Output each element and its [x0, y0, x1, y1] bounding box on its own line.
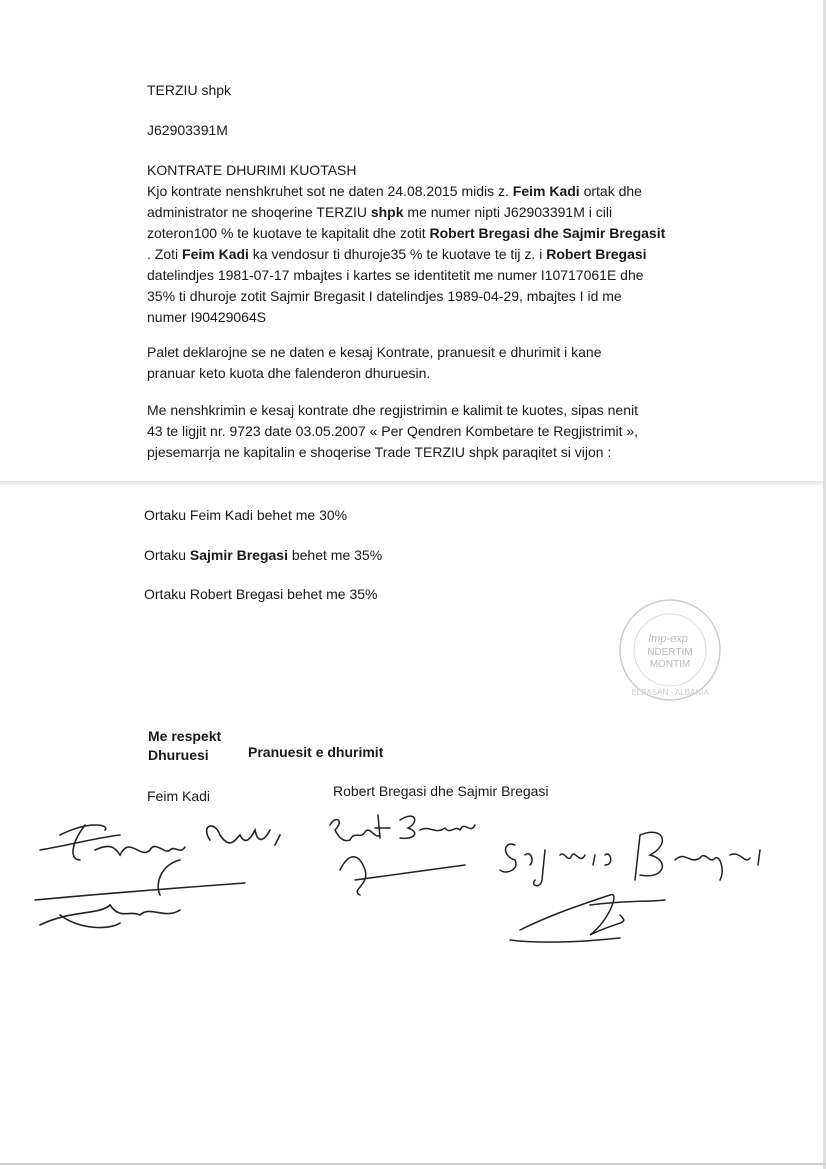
stamp-text: NDERTIM [647, 647, 693, 658]
recipients-label: Pranuesit e dhurimit [248, 744, 384, 760]
company-name: TERZIU shpk [147, 82, 232, 98]
text-line: Palet deklarojne se ne daten e kesaj Kontrate, pranuesit e dhurimit i kane [147, 344, 602, 360]
text-line: administrator ne shoqerine TERZIU shpk me numer nipti J62903391M i cili [147, 204, 613, 220]
company-stamp [600, 595, 735, 705]
closing-respect: Me respekt [148, 728, 222, 744]
scan-fold-line [0, 481, 826, 485]
text-line: pjesemarrja ne kapitalin e shoqerise Trade TERZIU shpk paraqitet si vijon : [147, 444, 612, 460]
text-line: 43 te ligjit nr. 9723 date 03.05.2007 « Per Qendren Kombetare te Regjistrimit », [147, 423, 639, 439]
text-line: . Zoti Feim Kadi ka vendosur ti dhuroje35 % te kuotave te tij z. i Robert Bregasi [147, 246, 647, 262]
text-line: datelindjes 1981-07-17 mbajtes i kartes se identitetit me numer I10717061E dhe [147, 267, 644, 283]
scan-edge-bottom [0, 1163, 826, 1165]
text-line: Kjo kontrate nenshkruhet sot ne daten 24.08.2015 midis z. Feim Kadi ortak dhe [147, 183, 642, 199]
signature-robert-bregasi [320, 810, 490, 905]
document-title: KONTRATE DHURIMI KUOTASH [147, 162, 357, 178]
text-line: 35% ti dhuroje zotit Sajmir Bregasit I datelindjes 1989-04-29, mbajtes I id me [147, 288, 622, 304]
stamp-text: ELBASAN - ALBANIA [631, 688, 709, 697]
share-item: Ortaku Robert Bregasi behet me 35% [144, 586, 378, 602]
text-line: numer I90429064S [147, 309, 267, 325]
signature-sajmir-bregasi [490, 820, 770, 960]
recipients-names: Robert Bregasi dhe Sajmir Bregasi [333, 783, 549, 799]
donor-name: Feim Kadi [147, 788, 211, 804]
text-line: zoteron100 % te kuotave te kapitalit dhe zotit Robert Bregasi dhe Sajmir Bregasit [147, 225, 666, 241]
stamp-text: MONTIM [649, 659, 691, 670]
company-nipt: J62903391M [147, 122, 228, 138]
donor-label: Dhuruesi [148, 747, 209, 763]
stamp-text: Imp-exp [648, 633, 688, 645]
share-item: Ortaku Sajmir Bregasi behet me 35% [144, 547, 383, 563]
signature-feim-kadi [30, 805, 290, 940]
share-item: Ortaku Feim Kadi behet me 30% [144, 507, 348, 523]
text-line: pranuar keto kuota dhe falenderon dhuruesin. [147, 365, 431, 381]
text-line: Me nenshkrimin e kesaj kontrate dhe regjistrimin e kalimit te kuotes, sipas nenit [147, 402, 638, 418]
